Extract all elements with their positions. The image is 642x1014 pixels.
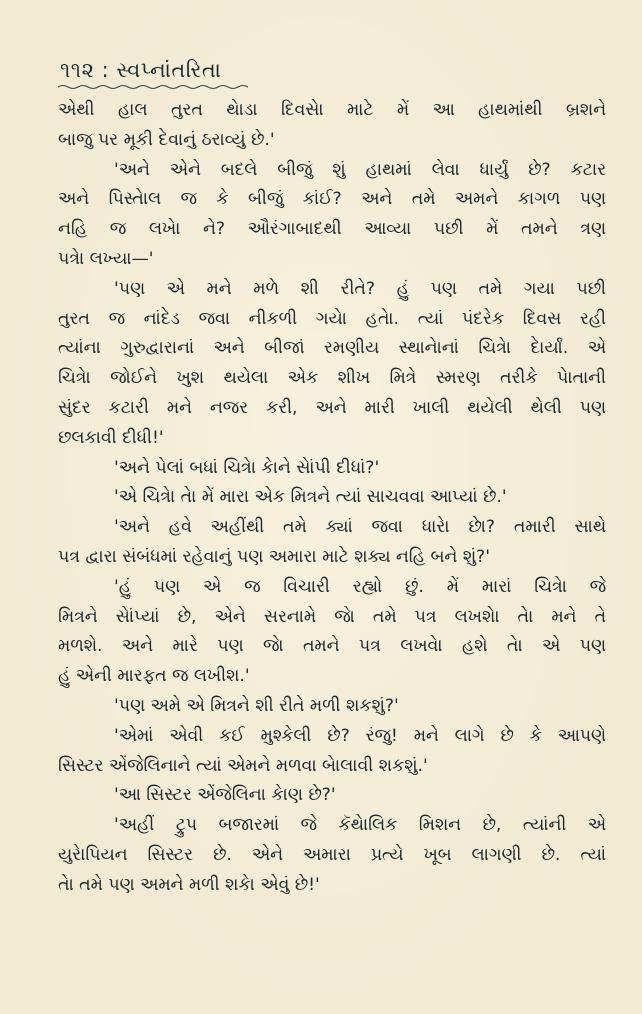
text-line: 'એ ચિત્રેા તેા મેં મારા એક મિત્રને ત્યાં સાચવવા આપ્યાં છે.' xyxy=(114,487,507,508)
running-head: ૧૧૨ : સ્વપ્નાંતરિતા xyxy=(60,58,222,82)
text-line: 'એમાં એવી કઈ મુશ્કેલી છે? રંજુ! મને લાગે છે કે આપણે xyxy=(114,725,606,746)
text-line: 'હું પણ એ જ વિચારી રહ્યો છું. મેં મારાં ચિત્રેા જે xyxy=(114,576,606,597)
text-line: તેા તમે પણ અમને મળી શકેા એવું છે!' xyxy=(58,874,320,895)
text-line: હું એની મારફત જ લખીશ.' xyxy=(58,666,250,687)
text-line: એથી હાલ તુરત થેાડા દિવસેા માટે મેં આ હાથમાંથી બ્રશને xyxy=(58,100,606,120)
text-line: 'અને પેલાં બધાં ચિત્રેા કેાને સેાંપી દીધાં?' xyxy=(114,457,380,478)
text-line: મિત્રને સેાંપ્યાં છે, એને સરનામે જેા તમે પત્ર લખશેા તેા મને તે xyxy=(58,606,606,627)
header-wavy-rule xyxy=(58,84,248,90)
text-line: 'અને એને બદલે બીજું શું હાથમાં લેવા ધાર્યું છે? કટાર xyxy=(114,159,606,180)
body-text xyxy=(58,96,606,901)
text-line: ત્યાંના ગુરુદ્વારાનાં અને બીજાં રમણીય સ્થાનેાનાં ચિત્રેા દેાર્યાં. એ xyxy=(58,338,606,359)
text-line: અને પિસ્તેાલ જ કે બીજું કાંઈ? અને તમે અમને કાગળ પણ xyxy=(58,189,606,210)
text-line: 'આ સિસ્ટર એંજેલિના કેાણ છે?' xyxy=(114,785,336,806)
text-line: 'અને હવે અહીંથી તમે ક્યાં જવા ધારેા છેા? તમારી સાથે xyxy=(114,517,606,538)
text-line: 'અહીં ટ્રુપ બજારમાં જે કૅથેાલિક મિશન છે, ત્યાંની એ xyxy=(114,815,606,836)
text-line: નહિ જ લખેા ને? ઔરંગાબાદથી આવ્યા પછી મેં તમને ત્રણ xyxy=(58,219,606,240)
text-line: પત્રેા લખ્યા—' xyxy=(58,248,154,269)
text-line: યુરેાપિયન સિસ્ટર છે. એને અમારા પ્રત્યે ખૂબ લાગણી છે. ત્યાં xyxy=(58,844,606,865)
text-line: બાજુ પર મૂકી દેવાનું ઠરાવ્યું છે.' xyxy=(58,129,275,150)
text-line: મળશે. અને મારે પણ જેા તમને પત્ર લખવેા હશે તેા એ પણ xyxy=(58,636,606,657)
text-line: સિસ્ટર એંજેલિનાને ત્યાં એમને મળવા બેાલાવી શકશું.' xyxy=(58,755,428,776)
text-line: 'પણ અમે એ મિત્રને શી રીતે મળી શકશું?' xyxy=(114,695,399,716)
text-line: પત્ર દ્વારા સંબંધમાં રહેવાનું પણ અમારા માટે શક્ય નહિ બને શું?' xyxy=(58,546,490,567)
text-line: 'પણ એ મને મળે શી રીતે? હું પણ તમે ગયા પછી xyxy=(114,278,606,299)
text-line: તુરત જ નાંદેડ જવા નીકળી ગયેા હતેા. ત્યાં પંદરેક દિવસ રહી xyxy=(58,308,606,329)
text-line: સુંદર કટારી મને નજર કરી, અને મારી ખાલી થયેલી થેલી પણ xyxy=(58,397,606,418)
text-line: છલકાવી દીધી!' xyxy=(58,427,164,448)
text-line: ચિત્રેા જોઈને ખુશ થયેલા એક શીખ મિત્રે સ્મરણ તરીકે પેાતાની xyxy=(58,368,606,389)
